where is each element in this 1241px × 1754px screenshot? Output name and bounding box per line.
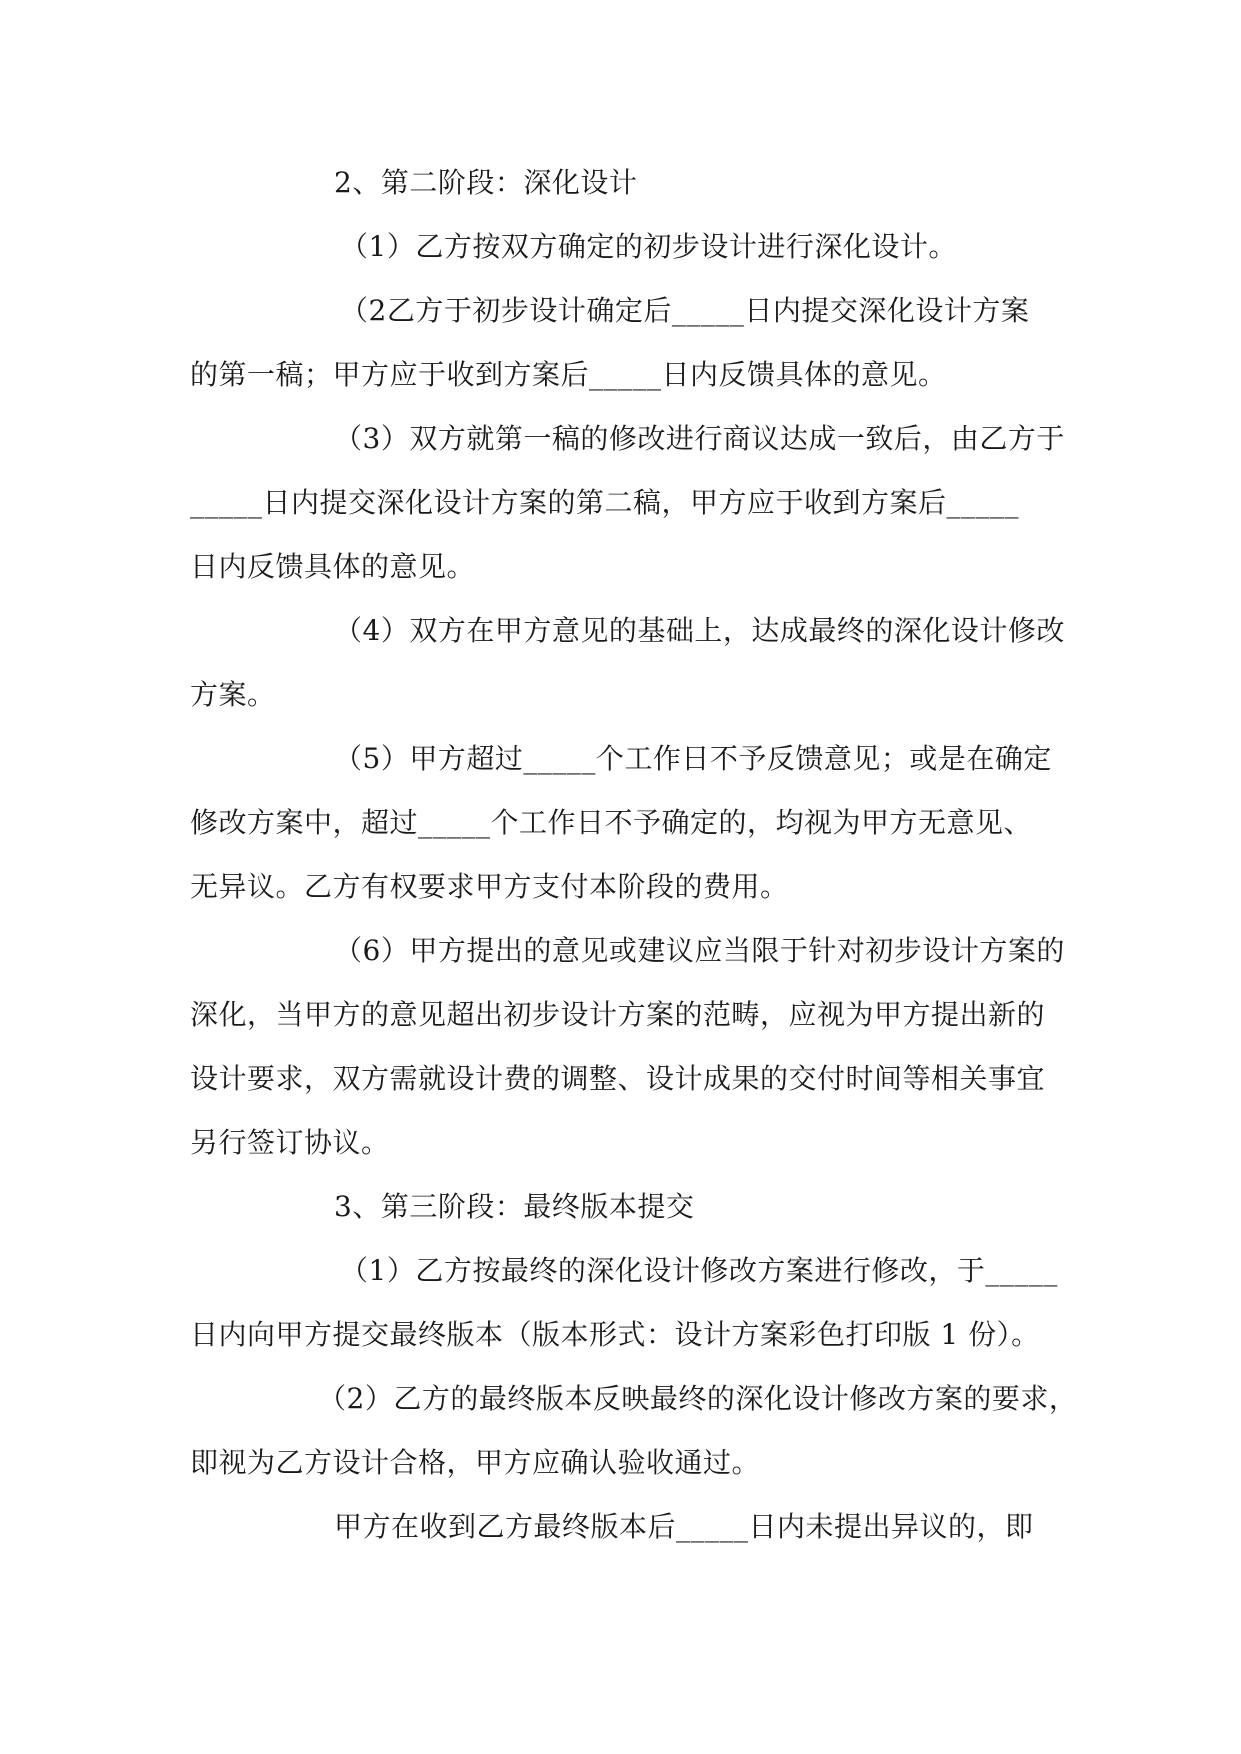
section-heading-stage-3: 3、第三阶段：最终版本提交 xyxy=(334,1190,695,1223)
paragraph-line: （5）甲方超过_____个工作日不予反馈意见；或是在确定 xyxy=(334,742,1052,775)
paragraph-line: 另行签订协议。 xyxy=(190,1126,390,1159)
paragraph-line: （1）乙方按最终的深化设计修改方案进行修改，于_____ xyxy=(340,1254,1058,1287)
paragraph-line: 日内反馈具体的意见。 xyxy=(190,550,476,583)
paragraph-line: 甲方在收到乙方最终版本后_____日内未提出异议的，即 xyxy=(334,1510,1034,1543)
paragraph-line: 即视为乙方设计合格，甲方应确认验收通过。 xyxy=(190,1446,761,1479)
paragraph-line: 修改方案中，超过_____个工作日不予确定的，均视为甲方无意见、 xyxy=(190,806,1033,839)
paragraph-line: （1）乙方按双方确定的初步设计进行深化设计。 xyxy=(340,230,957,263)
paragraph-line: （6）甲方提出的意见或建议应当限于针对初步设计方案的 xyxy=(334,934,1065,967)
paragraph-line: （2乙方于初步设计确定后_____日内提交深化设计方案 xyxy=(340,294,1030,327)
paragraph-line: （2）乙方的最终版本反映最终的深化设计修改方案的要求， xyxy=(318,1382,1078,1415)
paragraph-line: 方案。 xyxy=(190,678,276,711)
paragraph-line: 深化，当甲方的意见超出初步设计方案的范畴，应视为甲方提出新的 xyxy=(190,998,1046,1031)
paragraph-line: 无异议。乙方有权要求甲方支付本阶段的费用。 xyxy=(190,870,789,903)
paragraph-line: _____日内提交深化设计方案的第二稿，甲方应于收到方案后_____ xyxy=(190,486,1020,519)
paragraph-line: （3）双方就第一稿的修改进行商议达成一致后，由乙方于 xyxy=(334,422,1065,455)
paragraph-line: 日内向甲方提交最终版本（版本形式：设计方案彩色打印版 1 份）。 xyxy=(190,1318,1040,1351)
paragraph-line: （4）双方在甲方意见的基础上，达成最终的深化设计修改 xyxy=(334,614,1065,647)
paragraph-line: 的第一稿；甲方应于收到方案后_____日内反馈具体的意见。 xyxy=(190,358,947,391)
section-heading-stage-2: 2、第二阶段：深化设计 xyxy=(334,166,638,199)
paragraph-line: 设计要求，双方需就设计费的调整、设计成果的交付时间等相关事宜 xyxy=(190,1062,1046,1095)
